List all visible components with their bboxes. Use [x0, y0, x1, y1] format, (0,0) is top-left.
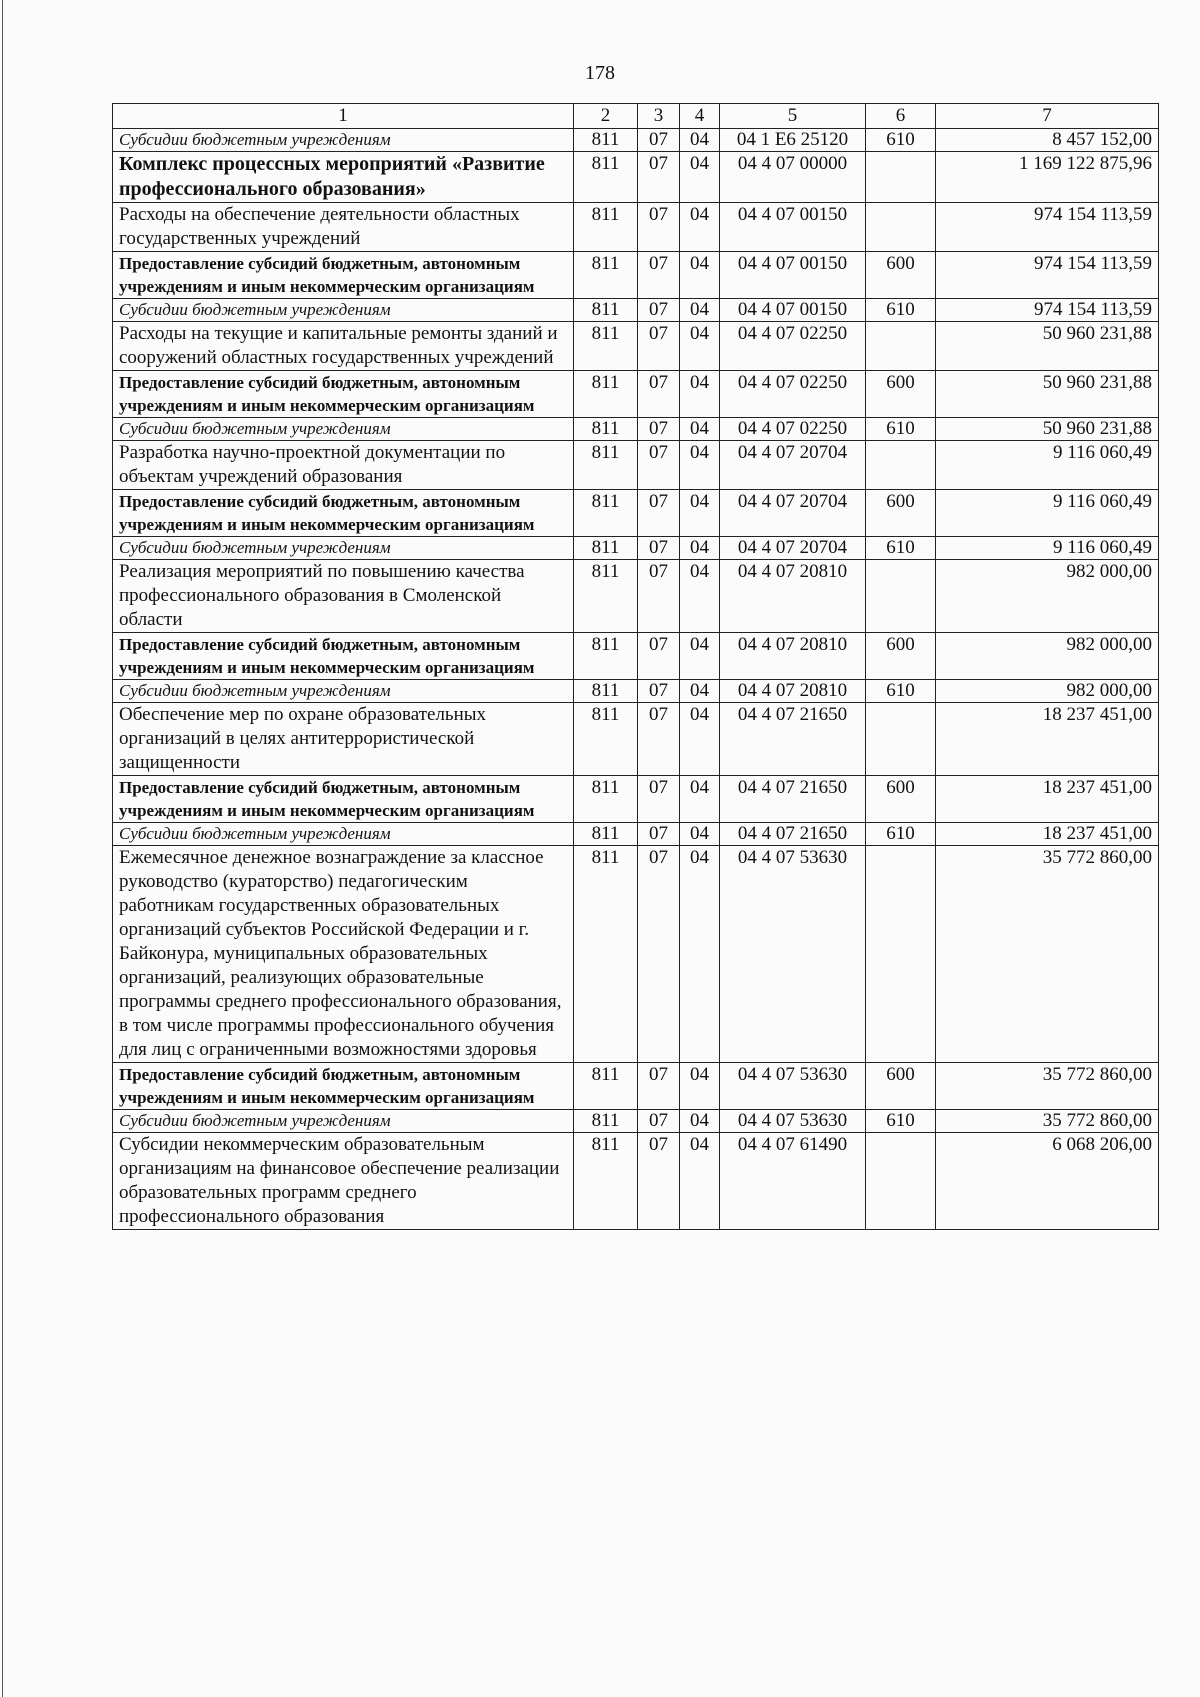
table-body	[113, 129, 1159, 1230]
table-row	[113, 1110, 1159, 1133]
grbs-code: 811	[574, 1063, 638, 1110]
row-name: Субсидии некоммерческим образовательным организациям на финансовое обеспечение реализации образовательных программ среднего профессионального образования	[113, 1133, 574, 1230]
row-name: Предоставление субсидий бюджетным, автономным учреждениям и иным некоммерческим организациям	[113, 776, 574, 823]
expense-type-code: 610	[866, 418, 936, 441]
grbs-code: 811	[574, 203, 638, 252]
subsection-code: 04	[680, 560, 720, 633]
grbs-code: 811	[574, 823, 638, 846]
subsection-code: 04	[680, 537, 720, 560]
grbs-code: 811	[574, 152, 638, 203]
expense-type-code	[866, 1133, 936, 1230]
row-name: Субсидии бюджетным учреждениям	[113, 823, 574, 846]
column-header: 2	[574, 104, 638, 129]
expense-type-code: 610	[866, 680, 936, 703]
section-code: 07	[638, 252, 680, 299]
amount: 50 960 231,88	[936, 371, 1159, 418]
table-row	[113, 537, 1159, 560]
section-code: 07	[638, 1133, 680, 1230]
row-name: Реализация мероприятий по повышению качества профессионального образования в Смоленской области	[113, 560, 574, 633]
target-article-code: 04 4 07 00000	[720, 152, 866, 203]
amount: 982 000,00	[936, 680, 1159, 703]
expense-type-code: 610	[866, 823, 936, 846]
expense-type-code	[866, 846, 936, 1063]
target-article-code: 04 4 07 00150	[720, 203, 866, 252]
subsection-code: 04	[680, 252, 720, 299]
section-code: 07	[638, 680, 680, 703]
amount: 35 772 860,00	[936, 1110, 1159, 1133]
amount: 9 116 060,49	[936, 441, 1159, 490]
subsection-code: 04	[680, 680, 720, 703]
section-code: 07	[638, 371, 680, 418]
expense-type-code	[866, 152, 936, 203]
row-name: Расходы на обеспечение деятельности областных государственных учреждений	[113, 203, 574, 252]
target-article-code: 04 4 07 21650	[720, 823, 866, 846]
target-article-code: 04 4 07 53630	[720, 1063, 866, 1110]
expense-type-code: 600	[866, 776, 936, 823]
section-code: 07	[638, 418, 680, 441]
amount: 35 772 860,00	[936, 1063, 1159, 1110]
table-row	[113, 560, 1159, 633]
amount: 982 000,00	[936, 560, 1159, 633]
section-code: 07	[638, 823, 680, 846]
section-code: 07	[638, 846, 680, 1063]
subsection-code: 04	[680, 1133, 720, 1230]
grbs-code: 811	[574, 129, 638, 152]
table-row	[113, 776, 1159, 823]
grbs-code: 811	[574, 703, 638, 776]
row-name: Комплекс процессных мероприятий «Развитие профессионального образования»	[113, 152, 574, 203]
grbs-code: 811	[574, 633, 638, 680]
amount: 982 000,00	[936, 633, 1159, 680]
expense-type-code: 600	[866, 633, 936, 680]
expense-type-code: 610	[866, 129, 936, 152]
grbs-code: 811	[574, 846, 638, 1063]
row-name: Субсидии бюджетным учреждениям	[113, 418, 574, 441]
target-article-code: 04 4 07 00150	[720, 299, 866, 322]
grbs-code: 811	[574, 418, 638, 441]
subsection-code: 04	[680, 418, 720, 441]
expense-type-code: 600	[866, 252, 936, 299]
target-article-code: 04 4 07 02250	[720, 371, 866, 418]
column-header: 1	[113, 104, 574, 129]
column-number-header	[113, 104, 1159, 129]
section-code: 07	[638, 560, 680, 633]
target-article-code: 04 4 07 02250	[720, 322, 866, 371]
table-row	[113, 322, 1159, 371]
column-header: 4	[680, 104, 720, 129]
target-article-code: 04 4 07 20704	[720, 441, 866, 490]
amount: 6 068 206,00	[936, 1133, 1159, 1230]
target-article-code: 04 4 07 20810	[720, 560, 866, 633]
amount: 9 116 060,49	[936, 490, 1159, 537]
subsection-code: 04	[680, 846, 720, 1063]
section-code: 07	[638, 322, 680, 371]
row-name: Разработка научно-проектной документации по объектам учреждений образования	[113, 441, 574, 490]
budget-table	[112, 103, 1159, 1230]
grbs-code: 811	[574, 252, 638, 299]
section-code: 07	[638, 633, 680, 680]
target-article-code: 04 4 07 21650	[720, 703, 866, 776]
scan-edge-line	[2, 0, 3, 1697]
grbs-code: 811	[574, 441, 638, 490]
section-code: 07	[638, 703, 680, 776]
table-row	[113, 703, 1159, 776]
amount: 18 237 451,00	[936, 823, 1159, 846]
amount: 18 237 451,00	[936, 776, 1159, 823]
section-code: 07	[638, 1063, 680, 1110]
expense-type-code	[866, 203, 936, 252]
expense-type-code: 600	[866, 371, 936, 418]
target-article-code: 04 4 07 20704	[720, 490, 866, 537]
column-header: 6	[866, 104, 936, 129]
expense-type-code: 600	[866, 490, 936, 537]
grbs-code: 811	[574, 299, 638, 322]
row-name: Субсидии бюджетным учреждениям	[113, 1110, 574, 1133]
amount: 8 457 152,00	[936, 129, 1159, 152]
subsection-code: 04	[680, 633, 720, 680]
section-code: 07	[638, 152, 680, 203]
grbs-code: 811	[574, 776, 638, 823]
grbs-code: 811	[574, 1110, 638, 1133]
section-code: 07	[638, 299, 680, 322]
section-code: 07	[638, 203, 680, 252]
target-article-code: 04 4 07 20704	[720, 537, 866, 560]
subsection-code: 04	[680, 322, 720, 371]
expense-type-code: 600	[866, 1063, 936, 1110]
grbs-code: 811	[574, 1133, 638, 1230]
subsection-code: 04	[680, 703, 720, 776]
row-name: Предоставление субсидий бюджетным, автономным учреждениям и иным некоммерческим организациям	[113, 490, 574, 537]
subsection-code: 04	[680, 490, 720, 537]
row-name: Предоставление субсидий бюджетным, автономным учреждениям и иным некоммерческим организациям	[113, 633, 574, 680]
target-article-code: 04 1 Е6 25120	[720, 129, 866, 152]
subsection-code: 04	[680, 152, 720, 203]
table-row	[113, 846, 1159, 1063]
target-article-code: 04 4 07 21650	[720, 776, 866, 823]
expense-type-code	[866, 322, 936, 371]
section-code: 07	[638, 490, 680, 537]
target-article-code: 04 4 07 20810	[720, 680, 866, 703]
table-row	[113, 299, 1159, 322]
table-row	[113, 129, 1159, 152]
row-name: Расходы на текущие и капитальные ремонты зданий и сооружений областных государственных учреждений	[113, 322, 574, 371]
target-article-code: 04 4 07 53630	[720, 1110, 866, 1133]
table-row	[113, 1063, 1159, 1110]
target-article-code: 04 4 07 00150	[720, 252, 866, 299]
table-row	[113, 823, 1159, 846]
amount: 50 960 231,88	[936, 322, 1159, 371]
column-header: 5	[720, 104, 866, 129]
amount: 974 154 113,59	[936, 203, 1159, 252]
grbs-code: 811	[574, 537, 638, 560]
table-row	[113, 203, 1159, 252]
table-row	[113, 252, 1159, 299]
section-code: 07	[638, 537, 680, 560]
subsection-code: 04	[680, 129, 720, 152]
section-code: 07	[638, 441, 680, 490]
row-name: Предоставление субсидий бюджетным, автономным учреждениям и иным некоммерческим организациям	[113, 252, 574, 299]
table-row	[113, 633, 1159, 680]
subsection-code: 04	[680, 776, 720, 823]
row-name: Субсидии бюджетным учреждениям	[113, 537, 574, 560]
row-name: Ежемесячное денежное вознаграждение за классное руководство (кураторство) педагогическим работникам государственных образовательных организаций субъектов Российской Федерации и г. Байконура, муниципальных образовательных организаций, реализующих образовательные программы среднего профессионального образования, в том числе программы профессионального обучения для лиц с ограниченными возможностями здоровья	[113, 846, 574, 1063]
grbs-code: 811	[574, 322, 638, 371]
section-code: 07	[638, 1110, 680, 1133]
expense-type-code	[866, 703, 936, 776]
table-row	[113, 680, 1159, 703]
grbs-code: 811	[574, 490, 638, 537]
row-name: Предоставление субсидий бюджетным, автономным учреждениям и иным некоммерческим организациям	[113, 371, 574, 418]
expense-type-code: 610	[866, 299, 936, 322]
subsection-code: 04	[680, 371, 720, 418]
grbs-code: 811	[574, 680, 638, 703]
amount: 9 116 060,49	[936, 537, 1159, 560]
row-name: Субсидии бюджетным учреждениям	[113, 680, 574, 703]
target-article-code: 04 4 07 02250	[720, 418, 866, 441]
expense-type-code: 610	[866, 537, 936, 560]
amount: 35 772 860,00	[936, 846, 1159, 1063]
table-row	[113, 441, 1159, 490]
grbs-code: 811	[574, 560, 638, 633]
amount: 974 154 113,59	[936, 252, 1159, 299]
amount: 1 169 122 875,96	[936, 152, 1159, 203]
target-article-code: 04 4 07 53630	[720, 846, 866, 1063]
table-row	[113, 490, 1159, 537]
subsection-code: 04	[680, 299, 720, 322]
row-name: Обеспечение мер по охране образовательных организаций в целях антитеррористической защищенности	[113, 703, 574, 776]
target-article-code: 04 4 07 20810	[720, 633, 866, 680]
column-header: 3	[638, 104, 680, 129]
subsection-code: 04	[680, 823, 720, 846]
expense-type-code	[866, 441, 936, 490]
subsection-code: 04	[680, 1063, 720, 1110]
table-row	[113, 152, 1159, 203]
amount: 974 154 113,59	[936, 299, 1159, 322]
table-row	[113, 371, 1159, 418]
target-article-code: 04 4 07 61490	[720, 1133, 866, 1230]
table-row	[113, 1133, 1159, 1230]
expense-type-code	[866, 560, 936, 633]
section-code: 07	[638, 776, 680, 823]
subsection-code: 04	[680, 1110, 720, 1133]
expense-type-code: 610	[866, 1110, 936, 1133]
column-header: 7	[936, 104, 1159, 129]
row-name: Предоставление субсидий бюджетным, автономным учреждениям и иным некоммерческим организациям	[113, 1063, 574, 1110]
grbs-code: 811	[574, 371, 638, 418]
page-number: 178	[585, 62, 615, 84]
table-row	[113, 418, 1159, 441]
amount: 50 960 231,88	[936, 418, 1159, 441]
row-name: Субсидии бюджетным учреждениям	[113, 129, 574, 152]
row-name: Субсидии бюджетным учреждениям	[113, 299, 574, 322]
amount: 18 237 451,00	[936, 703, 1159, 776]
section-code: 07	[638, 129, 680, 152]
subsection-code: 04	[680, 441, 720, 490]
subsection-code: 04	[680, 203, 720, 252]
